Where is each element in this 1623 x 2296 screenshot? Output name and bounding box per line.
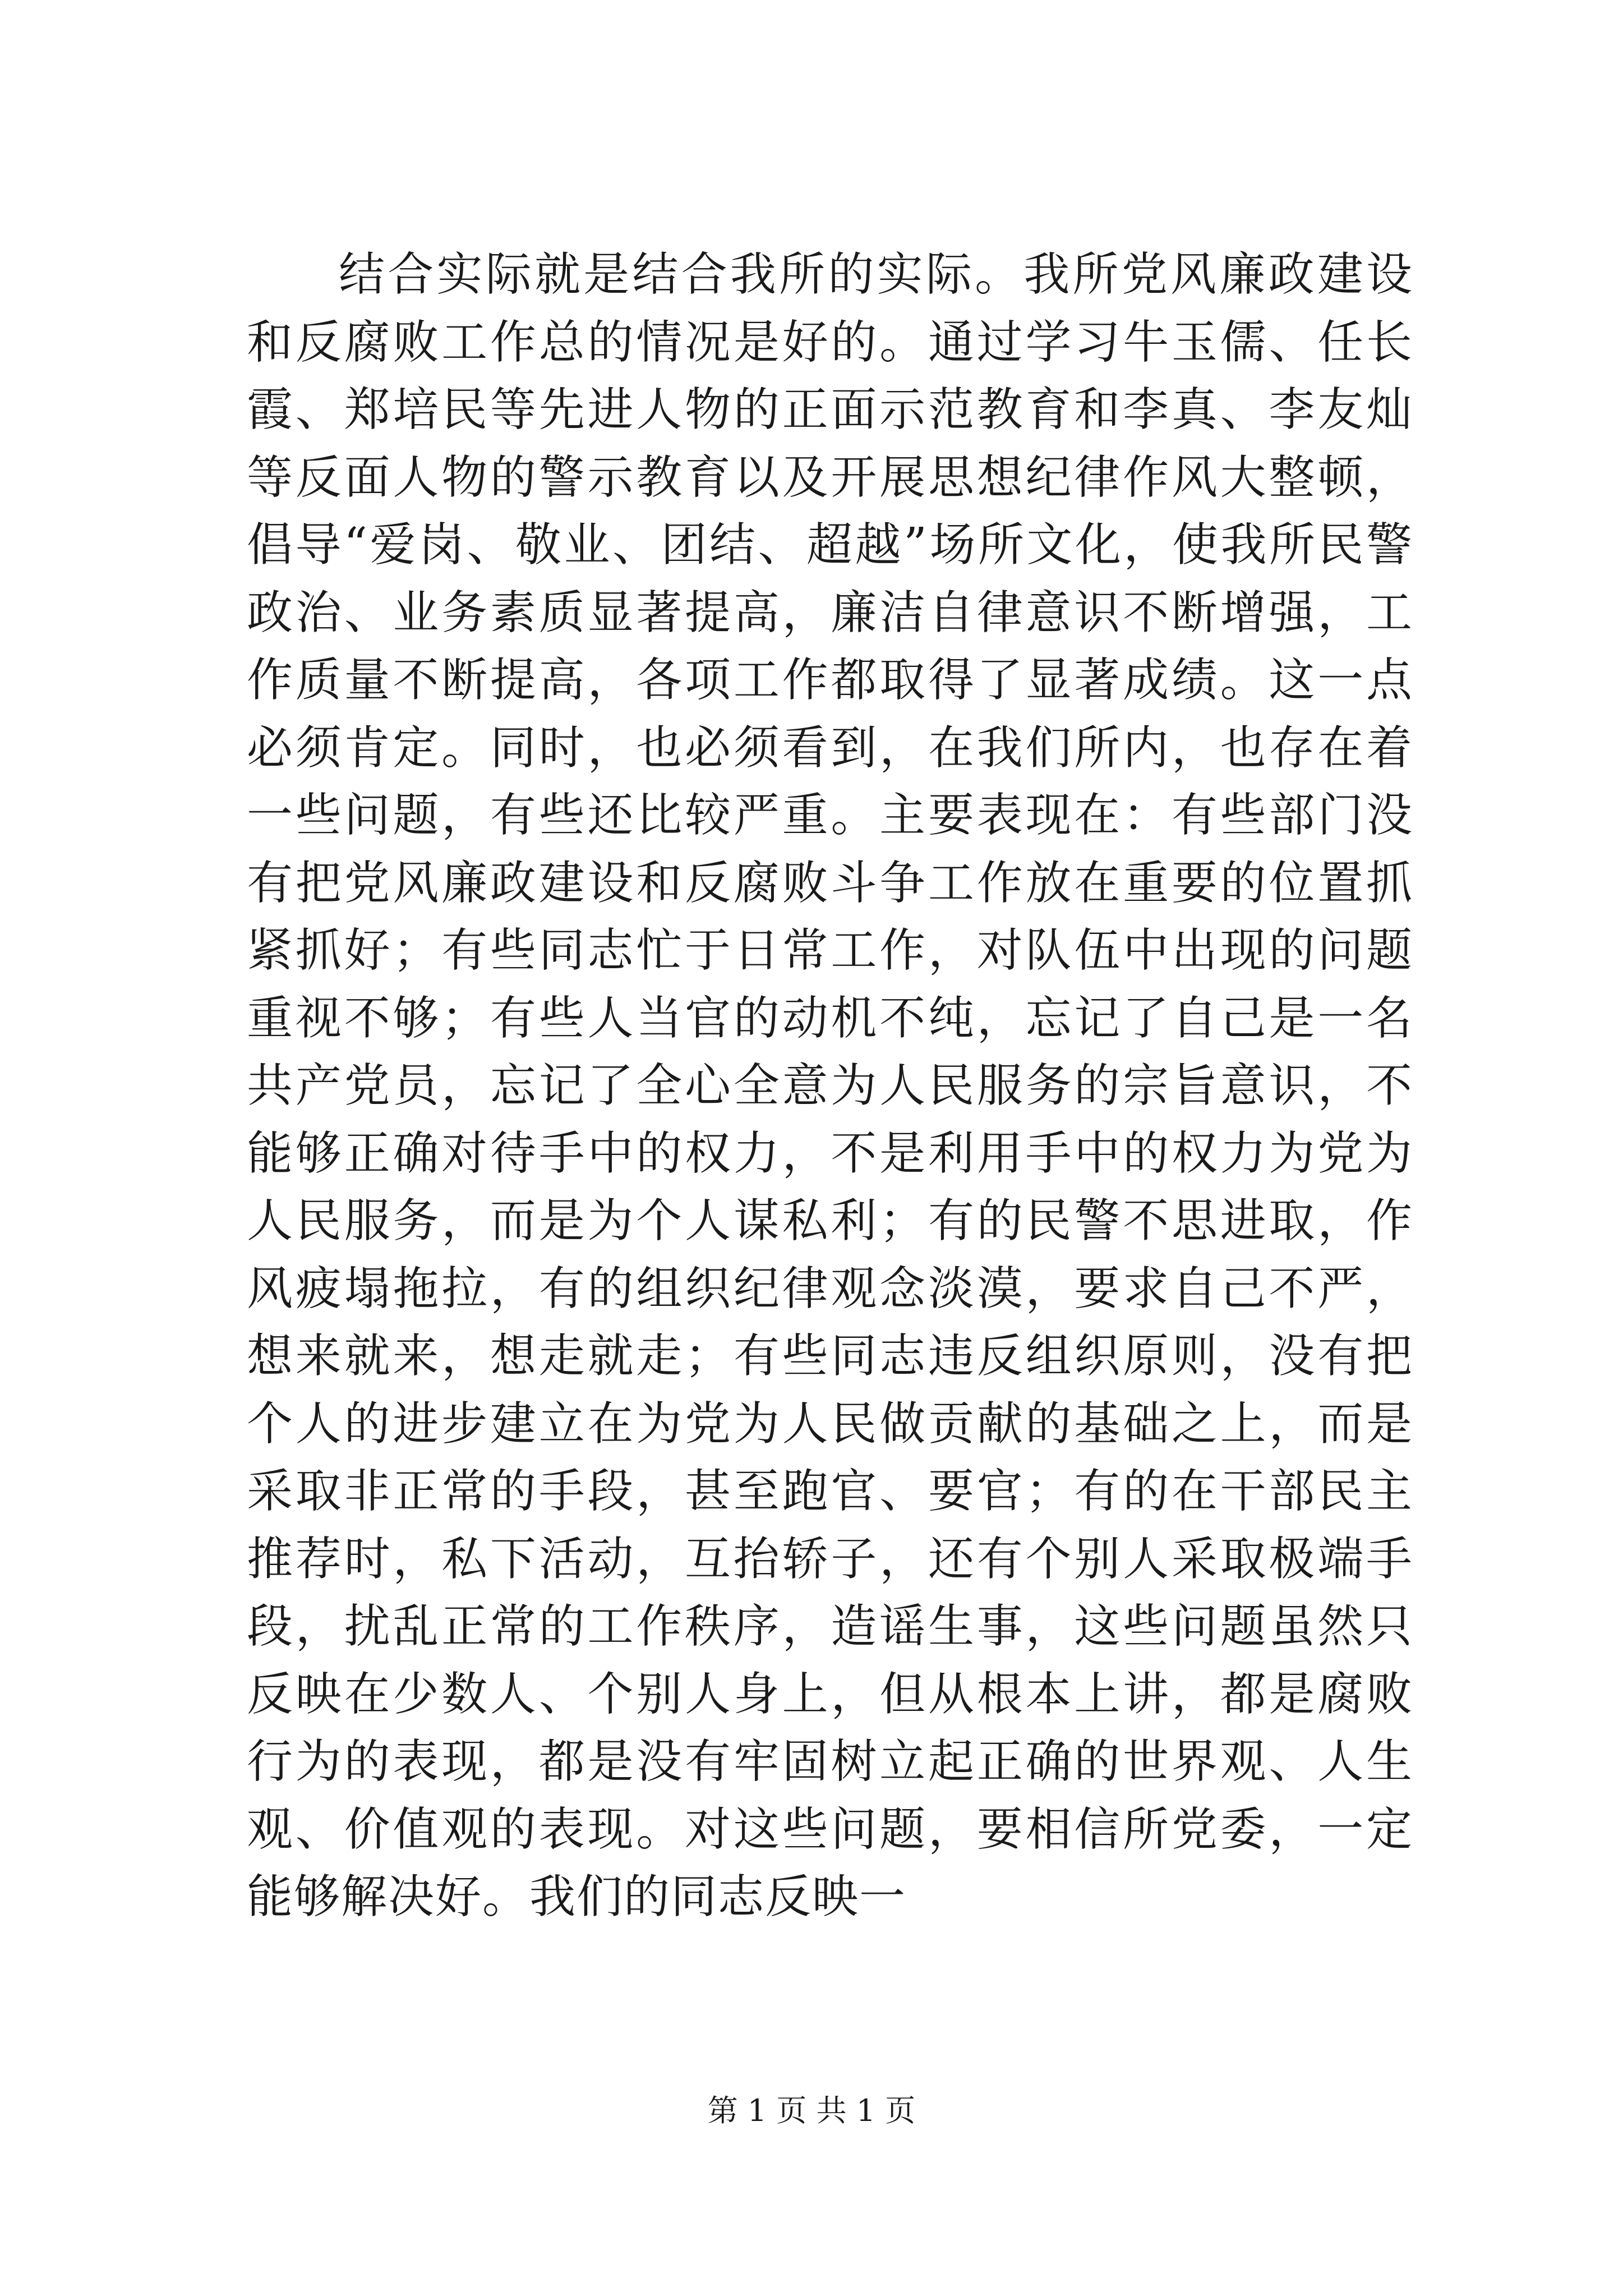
body-paragraph: 结合实际就是结合我所的实际。我所党风廉政建设和反腐败工作总的情况是好的。通过学习牛玉儒、任长霞、郑培民等先进人物的正面示范教育和李真、李友灿等反面人物的警示教育以及开展思想纪律作风大整顿，倡导“爱岗、敬业、团结、超越”场所文化，使我所民警政治、业务素质显著提高，廉洁自律意识不断增强，工作质量不断提高，各项工作都取得了显著成绩。这一点必须肯定。同时，也必须看到，在我们所内，也存在着一些问题，有些还比较严重。主要表现在：有些部门没有把党风廉政建设和反腐败斗争工作放在重要的位置抓紧抓好；有些同志忙于日常工作，对队伍中出现的问题重视不够；有些人当官的动机不纯，忘记了自己是一名共产党员，忘记了全心全意为人民服务的宗旨意识，不能够正确对待手中的权力，不是利用手中的权力为党为人民服务，而是为个人谋私利；有的民警不思进取，作风疲塌拖拉，有的组织纪律观念淡漠，要求自己不严，想来就来，想走就走；有些同志违反组织原则，没有把个人的进步建立在为党为人民做贡献的基础之上，而是采取非正常的手段，甚至跑官、要官；有的在干部民主推荐时，私下活动，互抬轿子，还有个别人采取极端手段，扰乱正常的工作秩序，造谣生事，这些问题虽然只反映在少数人、个别人身上，但从根本上讲，都是腐败行为的表现，都是没有牢固树立起正确的世界观、人生观、价值观的表现。对这些问题，要相信所党委，一定能够解决好。我们的同志反映一 <box>247 248 1413 1924</box>
page-footer: 第 1 页 共 1 页 <box>707 2093 916 2128</box>
